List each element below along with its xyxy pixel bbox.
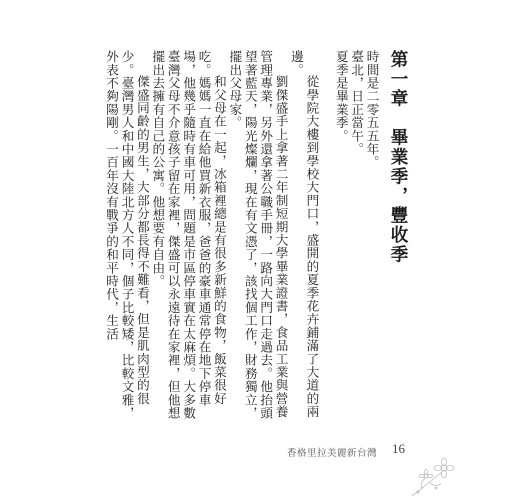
- meta-place: 臺北，日正當午。: [349, 50, 365, 156]
- paragraph: 從學院大樓到學校大門口，盛開的夏季花卉鋪滿了大道的兩邊。: [288, 50, 320, 419]
- page-number: 16: [392, 441, 405, 456]
- chapter-title: 第一章 畢業季，豐收季: [388, 50, 408, 265]
- running-footer-title: 香格里拉美麗新台灣: [287, 448, 378, 459]
- vertical-text-body: [104, 50, 408, 420]
- paragraph: 傑盛同齡的男生，大部分都長得不難看，但是肌肉型的很少。臺灣男人和中國大陸北方人不同，個子比較矮，比較文雅，外表不夠陽剛。一百年沒有戰爭的和平時代，生活: [104, 50, 150, 420]
- meta-season: 夏季是畢業季。: [333, 50, 349, 143]
- meta-time: 時間是二零五五年。: [364, 50, 380, 169]
- paragraph: 劉傑盛手上拿著二年制短期大學畢業證書，食品工業與營養管理專業，另外還拿著公職手冊，一路向大門口走過去。他抬頭望著藍天，陽光燦爛，現在有文憑了，該找個工作，財務獨立，擺出父母家。: [227, 50, 289, 420]
- flower-icon: [408, 452, 456, 500]
- paragraph: 和父母在一起，冰箱裡總是有很多新鮮的食物，飯菜很好吃。媽媽一直在給他買新衣服，爸爸的豪車通常停在地下停車場，他幾乎隨時有車可用，問題是市區停車實在太麻煩。大多數臺灣父母不介意孩子留在家裡，傑盛可以永遠待在家裡，但他想擺出去擁有自己的公寓。他想要有自由。: [150, 50, 227, 420]
